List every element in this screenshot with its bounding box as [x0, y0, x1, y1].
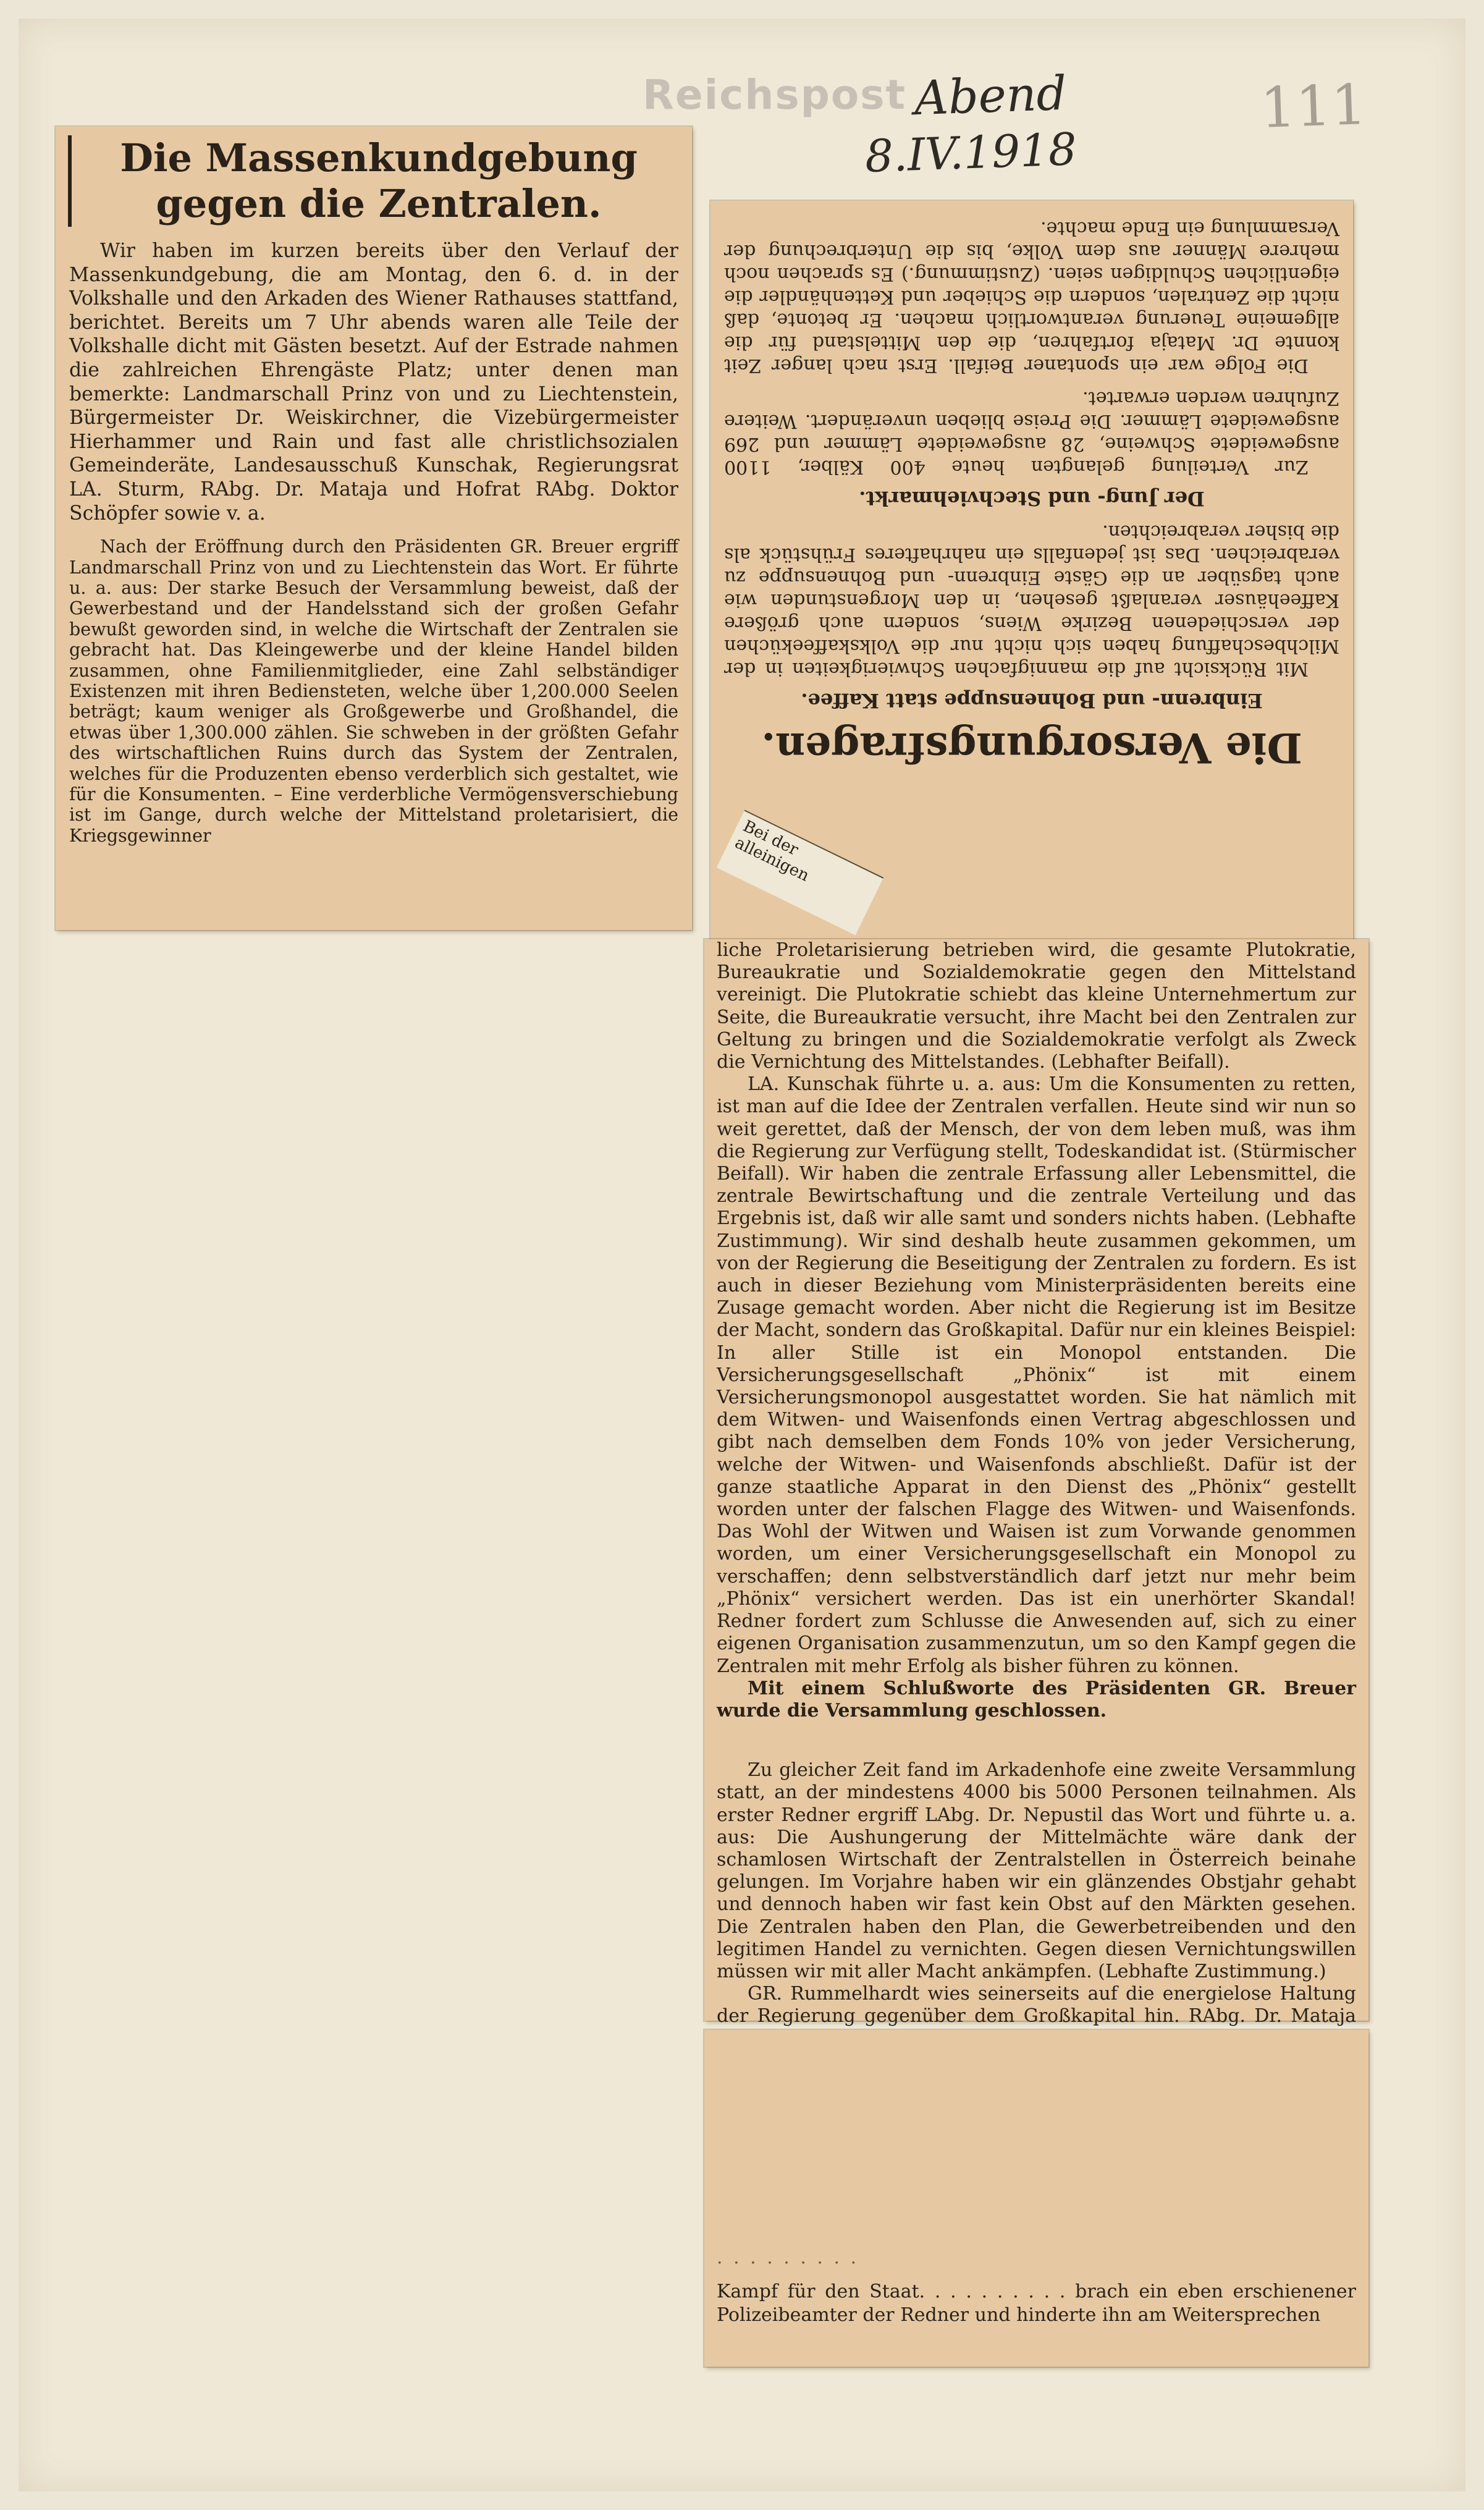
clipping-upside-down [710, 201, 1353, 942]
article-title: Die Massenkundgebung gegen die Zentralen. [68, 135, 680, 227]
handwritten-source: Abend [913, 65, 1068, 126]
article-paragraph: Zu gleicher Zeit fand im Arkadenhofe eine zweite Versammlung statt, an der mindestens 4000 bis 5000 Personen teilnahmen. Als erster Redner ergriff LAbg. Dr. Nepustil das Wort und führte u. a. aus: Die Aushungerung der Mittelmächte wäre dank der schamlosen Wirtschaft der Zentralstellen in Österreich beinahe gelungen. Im Vorjahre haben wir ein glänzendes Obstjahr gehabt und dennoch haben wir fast kein Obst auf den Märkten gesehen. Die Zentralen haben den Plan, die Gewerbetreibenden und den legitimen Handel zu vernichten. Gegen diesen Vernichtungswillen müssen wir mit aller Macht ankämpfen. (Lebhafte Zustimmung.) [717, 1759, 1356, 1982]
article-paragraph: Kampf für den Staat. . . . . . . . . . brach ein eben erschienener Polizeibeamter der Redner und hinderte ihn am Weitersprechen [717, 2281, 1356, 2326]
article-paragraph: Nach der Eröffnung durch den Präsidenten GR. Breuer ergriff Landmarschall Prinz von und zu Liechtenstein das Wort. Er führte u. a. aus: Der starke Besuch der Versammlung beweist, daß der Gewerbestand und der Handelsstand sich der großen Gefahr bewußt geworden sind, in welche die Wirtschaft der Zentralen sie gebracht hat. Das Kleingewerbe und der kleine Handel bilden zusammen, ohne Familienmitglieder, eine Zahl selbständiger Existenzen mit ihren Bediensteten, welche über 1,200.000 Seelen beträgt; kaum weniger als Großgewerbe und Großhandel, die etwas über 1,300.000 zählen. Sie schweben in der größten Gefahr des wirtschaftlichen Ruins durch das System der Zentralen, welches für die Produzenten ebenso verderblich sich gestaltet, wie für die Konsumenten. – Eine verderbliche Vermögensverschiebung ist im Gange, durch welche der Mittelstand proletarisiert, die Kriegsgewinner [69, 536, 678, 846]
handwritten-date: 8.IV.1918 [864, 123, 1078, 182]
article-paragraph: Mit einem Schlußworte des Präsidenten GR. Breuer wurde die Versammlung geschlossen. [717, 1677, 1356, 1722]
clipping-bottom [704, 2030, 1368, 2367]
article-paragraph: liche Proletarisierung betrieben wird, die gesamte Plutokratie, Bureaukratie und Sozialdemokratie gegen den Mittelstand vereinigt. Die Plutokratie schiebt das kleine Unternehmertum zur Seite, die Bureaukratie versucht, ihre Macht bei den Zentralen zur Geltung zu bringen und die Sozialdemokratie verfolgt als Zweck die Vernichtung des Mittelstandes. (Lebhafter Beifall). [717, 939, 1356, 1073]
clipping-article-main [56, 127, 692, 930]
flipped-paragraph: Zur Verteilung gelangten heute 400 Kälber, 1100 ausgeweidete Schweine, 28 ausgeweidete Lämmer und 269 ausgeweidete Lämmer. Die Preise blieben unverändert. Weitere Zufuhren werden erwartet. [724, 387, 1339, 478]
article-paragraph: Wir haben im kurzen bereits über den Verlauf der Massenkundgebung, die am Montag, den 6. d. in der Volkshalle und den Arkaden des Wiener Rathauses stattfand, berichtet. Bereits um 7 Uhr abends waren alle Teile der Volkshalle dicht mit Gästen besetzt. Auf der Estrade nahmen die zahlreichen Ehrengäste Platz; unter denen man bemerkte: Landmarschall Prinz von und zu Liechtenstein, Bürgermeister Dr. Weiskirchner, die Vizebürgermeister Hierhammer und Rain und fast alle christlichsozialen Gemeinderäte, Landesausschuß Kunschak, Regierungsrat LA. Sturm, RAbg. Dr. Mataja und Hofrat RAbg. Doktor Schöpfer sowie v. a. [69, 240, 678, 525]
flipped-title: Die Versorgungsfragen. [761, 724, 1302, 772]
flipped-content [710, 201, 1353, 797]
flipped-subtitle: Einbrenn- und Bohnensuppe statt Kaffee. [801, 689, 1263, 712]
torn-fragment: Bei der alleinigen [717, 809, 883, 935]
blank-area [704, 2030, 1368, 2252]
torn-line: · · · · · · · · · [717, 2252, 859, 2274]
flipped-paragraph: Die Folge war ein spontaner Beifall. Erst nach langer Zeit konnte Dr. Mataja fortfahren, die den Mittelstand für die allgemeine Teuerung verantwortlich machen. Er betonte, daß nicht die Zentralen, sondern die Schieber und Kettenhändler die eigentlichen Schuldigen seien. (Zustimmung.) Es sprachen noch mehrere Männer aus dem Volke, bis die Unterbrechung der Versammlung ein Ende machte. [724, 218, 1339, 376]
clipping-continuation [704, 939, 1368, 2027]
spacer [704, 1722, 1368, 1759]
archive-number: 111 [1259, 72, 1368, 141]
newspaper-stamp: Reichspost [643, 71, 907, 119]
flipped-subtitle-2: Der Jung- und Stechviehmarkt. [859, 487, 1205, 510]
article-paragraph: LA. Kunschak führte u. a. aus: Um die Konsumenten zu retten, ist man auf die Idee der Zentralen verfallen. Heute sind wir nun so weit gerettet, daß der Mensch, der von dem leben muß, was ihm die Regierung zur Verfügung stellt, Todeskandidat ist. (Stürmischer Beifall). Wir haben die zentrale Erfassung aller Lebensmittel, die zentrale Bewirtschaftung und die zentrale Verteilung und das Ergebnis ist, daß wir alle samt und sonders nichts haben. (Lebhafte Zustimmung). Wir sind deshalb heute zusammen gekommen, um von der Regierung die Beseitigung der Zentralen zu fordern. Es ist auch in dieser Beziehung vom Ministerpräsidenten bereits eine Zusage gemacht worden. Aber nicht die Regierung ist im Besitze der Macht, sondern das Großkapital. Dafür nur ein kleines Beispiel: In aller Stille ist ein Monopol entstanden. Die Versicherungsgesellschaft „Phönix“ ist mit einem Versicherungsmonopol ausgestattet worden. Sie hat nämlich mit dem Witwen- und Waisenfonds einen Vertrag abgeschlossen und gibt nach demselben dem Fonds 10% von jeder Versicherung, welche der Witwen- und Waisenfonds abschließt. Dafür ist der ganze staatliche Apparat in den Dienst des „Phönix“ gestellt worden unter der falschen Flagge des Witwen- und Waisenfonds. Das Wohl der Witwen und Waisen ist zum Vorwande genommen worden, um einer Versicherungsgesellschaft ein Monopol zu verschaffen; denn selbstverständlich darf jetzt nur mehr beim „Phönix“ versichert werden. Das ist ein unerhörter Skandal! Redner fordert zum Schlusse die Anwesenden auf, sich zu einer eigenen Organisation zusammenzutun, um so den Kampf gegen die Zentralen mit mehr Erfolg als bisher führen zu können. [717, 1073, 1356, 1677]
article-paragraph: GR. Rummelhardt wies seinerseits auf die energielose Haltung der Regierung gegenüber dem Großkapital hin. RAbg. Dr. Mataja [717, 1983, 1356, 2027]
flipped-paragraph: Mit Rücksicht auf die mannigfachen Schwierigkeiten in der Milchbeschaffung haben sich nicht nur die Volkskaffeeküchen der verschiedenen Bezirke Wiens, sondern auch größere Kaffeehäuser veranlaßt gesehen, in den Morgenstunden wie auch tagsüber an die Gäste Einbrenn- und Bohnensuppe zu verabreichen. Das ist jedenfalls ein nahrhafteres Frühstück als die bisher verabreichten. [724, 521, 1339, 680]
